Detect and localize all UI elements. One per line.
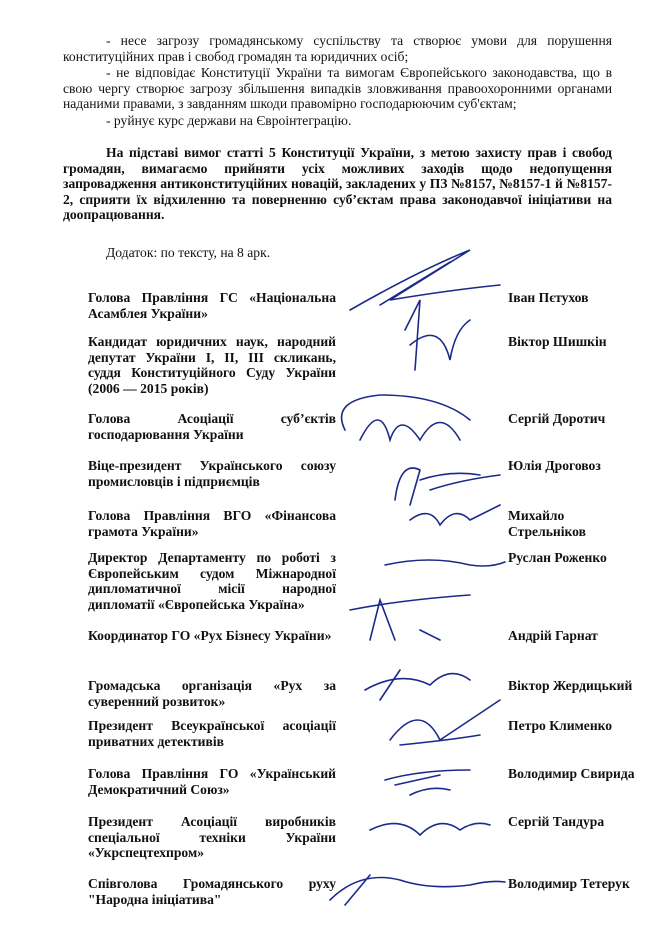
position-text: Директор Департаменту по роботі з Європейським судом Міжнародної дипломатичної місії народної дипломатії «Європейська Україна» xyxy=(88,550,336,612)
signatory-name: Віктор Жердицький xyxy=(508,678,633,693)
signature-mark xyxy=(350,250,500,310)
position-text: Голова Правління ГС «Національна Асамблея України» xyxy=(88,290,336,321)
signatory-name: Петро Клименко xyxy=(508,718,613,733)
attachment-note: Додаток: по тексту, на 8 арк. xyxy=(106,245,271,260)
paragraph-threat: - несе загрозу громадянському суспільству та створює умови для порушення конституційних прав і свобод громадян та юридичних осіб; xyxy=(63,33,612,64)
signatory-name: Юлія Дроговоз xyxy=(508,458,601,473)
signatory-name: Андрій Гарнат xyxy=(508,628,598,643)
position-text: Президент Всеукраїнської асоціації приватних детективів xyxy=(88,718,336,749)
position-text: Кандидат юридичних наук, народний депутат України I, II, III скликань, суддя Конституційного Суду України (2006 — 2015 років) xyxy=(88,334,336,396)
position-text: Голова Правління ВГО «Фінансова грамота України» xyxy=(88,508,336,539)
signature-mark xyxy=(330,875,505,905)
position-text: Голова Асоціації суб’єктів господарювання України xyxy=(88,411,336,442)
signatory-name: Володимир Тетерук xyxy=(508,876,630,891)
signatory-name: Руслан Роженко xyxy=(508,550,607,565)
signature-mark xyxy=(385,770,470,795)
signatory-name: Віктор Шишкін xyxy=(508,334,607,349)
paragraph-eurointegration: - руйнує курс держави на Євроінтеграцію. xyxy=(106,113,352,128)
position-text: Президент Асоціації виробників спеціальної техніки України «Укрспецтехпром» xyxy=(88,814,336,861)
paragraph-constitution: - не відповідає Конституції України та вимогам Європейського законодавства, що в свою чергу створює загрозу збільшення випадків зловживання правоохоронними органами наданими правами, з завданням шкоди правомірно господарюючим суб'єктам; xyxy=(63,65,612,112)
signature-mark xyxy=(342,395,470,440)
signature-mark xyxy=(390,700,500,745)
signature-mark xyxy=(385,560,505,566)
position-text: Громадська організація «Рух за суверенний розвиток» xyxy=(88,678,336,709)
signatory-name: Сергій Доротич xyxy=(508,411,606,426)
signature-mark xyxy=(365,670,470,700)
signatory-name: Михайло Стрельніков xyxy=(508,508,586,539)
signature-mark xyxy=(395,468,500,505)
position-text: Координатор ГО «Рух Бізнесу України» xyxy=(88,628,332,643)
signatory-name: Іван Пєтухов xyxy=(508,290,589,305)
demand-paragraph: На підставі вимог статті 5 Конституції України, з метою захисту прав і свобод громадян, вимагаємо прийняти усіх можливих заходів щодо недопущення запровадження антиконституційних новацій, закладених у ПЗ №8157, №8157-1 й №8157-2, сприяти їх відхиленню та поверненню суб’єктам права законодавчої ініціативи на доопрацювання. xyxy=(63,145,612,223)
signatory-name: Сергій Тандура xyxy=(508,814,605,829)
position-text: Віце-президент Українського союзу промисловців і підприємців xyxy=(88,458,336,489)
signature-mark xyxy=(410,505,500,525)
signature-mark xyxy=(350,595,470,640)
signatory-name: Володимир Свирида xyxy=(508,766,635,781)
position-text: Співголова Громадянського руху "Народна ініціатива" xyxy=(88,876,336,907)
signature-mark xyxy=(370,823,490,835)
position-text: Голова Правління ГО «Український Демократичний Союз» xyxy=(88,766,336,797)
signature-mark xyxy=(405,300,470,370)
